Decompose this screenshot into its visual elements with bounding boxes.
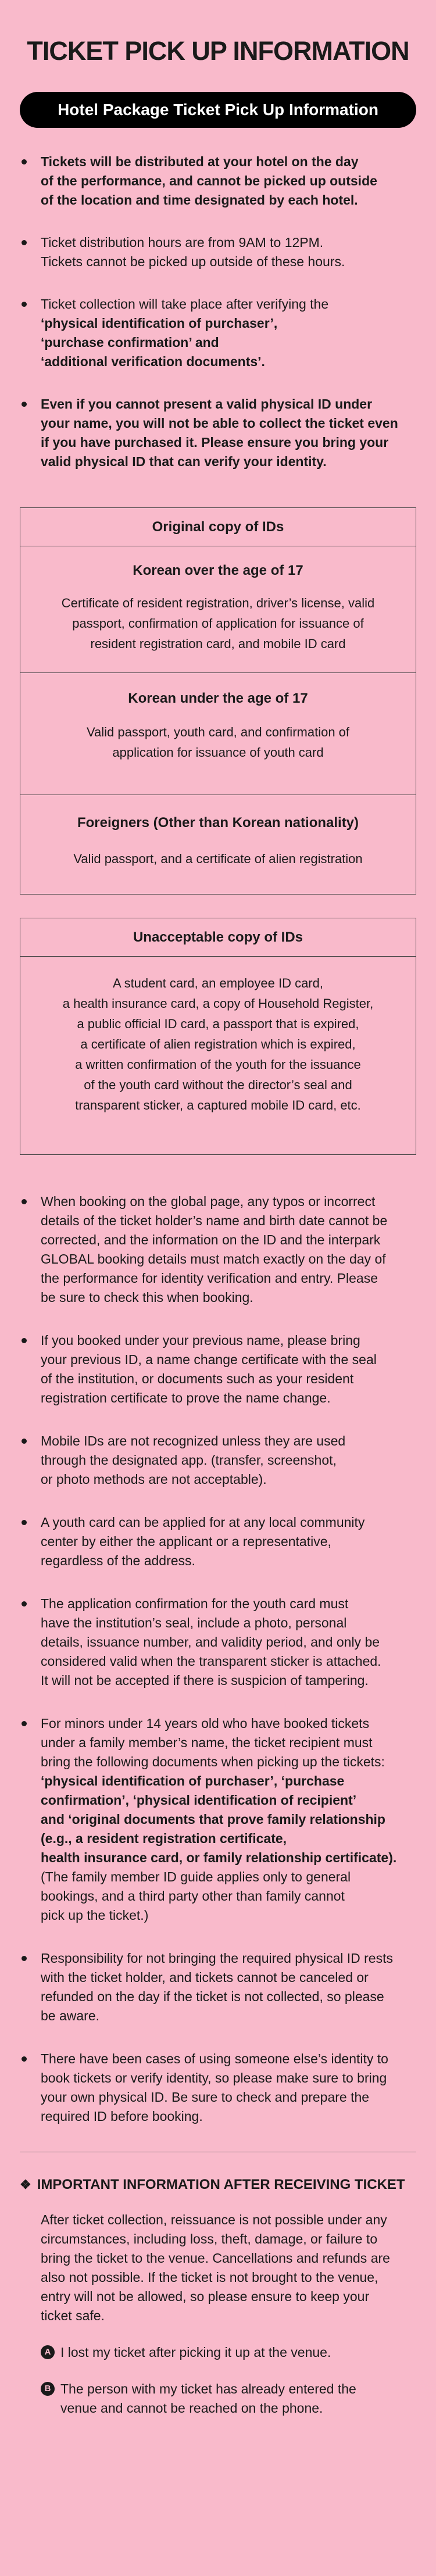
list-item: Mobile IDs are not recognized unless they are used through the designated app. (transfer, screenshot, or photo methods are not acceptable). — [20, 1432, 416, 1489]
id-notes-list — [20, 1192, 416, 2126]
list-item: Responsibility for not bringing the required physical ID rests with the ticket holder, and tickets cannot be canceled or refunded on the day if the ticket is not collected, so please be aware. — [20, 1949, 416, 2026]
id-category-text: Valid passport, youth card, and confirmation of application for issuance of youth card — [86, 725, 350, 760]
list-item: When booking on the global page, any typos or incorrect details of the ticket holder’s name and birth date cannot be corrected, and the information on the ID and the interpark GLOBAL booking details must match exactly on the day of the performance for identity verification and entry. Please be sure to check this when booking. — [20, 1192, 416, 1307]
unacceptable-ids-text: A student card, an employee ID card, a health insurance card, a copy of Household Register, a public official ID card, a passport that is expired, a certificate of alien registration which is expired, a written confirmation of the youth for the issuance of the youth card without the director’s seal and transparent sticker, a captured mobile ID card, etc. — [62, 976, 374, 1112]
minors-note: (The family member ID guide applies only to general bookings, and a third party other than family cannot pick up the ticket.) — [41, 1869, 351, 1923]
unacceptable-ids-body — [20, 957, 416, 1154]
diamond-icon: ❖ — [20, 2177, 31, 2192]
required-doc: ‘purchase confirmation’ and — [41, 335, 219, 350]
important-info-title: IMPORTANT INFORMATION AFTER RECEIVING TICKET — [37, 2177, 405, 2192]
important-info-heading — [20, 2177, 416, 2193]
list-item — [20, 1714, 416, 1925]
example-case-text: I lost my ticket after picking it up at the venue. — [60, 2345, 331, 2360]
unacceptable-ids-table — [20, 918, 416, 1155]
page-title: TICKET PICK UP INFORMATION — [27, 36, 409, 66]
example-case — [20, 2343, 416, 2362]
id-category-block — [20, 546, 416, 673]
example-case — [20, 2380, 416, 2418]
list-item: Tickets will be distributed at your hotel on the day of the performance, and cannot be picked up outside of the location and time designated by each hotel. — [20, 152, 416, 210]
example-case-text: The person with my ticket has already entered the venue and cannot be reached on the phone. — [60, 2381, 356, 2416]
original-ids-heading: Original copy of IDs — [20, 508, 416, 546]
list-item-intro: Ticket collection will take place after verifying the — [41, 296, 329, 312]
letter-a-icon: A — [41, 2345, 55, 2359]
original-ids-table — [20, 507, 416, 895]
id-category-title: Foreigners (Other than Korean nationality) — [77, 815, 359, 831]
id-category-title: Korean under the age of 17 — [128, 690, 308, 706]
id-category-text: Valid passport, and a certificate of alien registration — [73, 851, 363, 866]
required-doc: ‘additional verification documents’. — [41, 354, 265, 369]
list-item — [20, 295, 416, 371]
list-item: Even if you cannot present a valid physical ID under your name, you will not be able to collect the ticket even if you have purchased it. Please ensure you bring your valid physical ID that can verify your identity. — [20, 395, 416, 471]
minors-required-docs: ‘physical identification of purchaser’, ‘purchase confirmation’, ‘physical identification of recipient’ and ‘original documents that prove family relationship (e.g., a resident registration certificate, health insurance card, or family relationship certificate). — [41, 1773, 397, 1865]
letter-b-icon: B — [41, 2382, 55, 2396]
id-category-text: Certificate of resident registration, driver’s license, valid passport, confirmation of application for issuance of resident registration card, and mobile ID card — [61, 596, 375, 651]
list-item: There have been cases of using someone else’s identity to book tickets or verify identity, so please make sure to bring your own physical ID. Be sure to check and prepare the required ID before booking. — [20, 2049, 416, 2126]
id-category-block — [20, 795, 416, 894]
list-item: The application confirmation for the youth card must have the institution’s seal, include a photo, personal details, issuance number, and validity period, and only be considered valid when the transparent sticker is attached. It will not be accepted if there is suspicion of tampering. — [20, 1594, 416, 1690]
section-heading-pill: Hotel Package Ticket Pick Up Information — [20, 92, 416, 128]
id-category-title: Korean over the age of 17 — [133, 563, 303, 578]
minors-intro: For minors under 14 years old who have booked tickets under a family member’s name, the ticket recipient must bring the following documents when picking up the tickets: — [41, 1716, 385, 1769]
id-category-block — [20, 673, 416, 795]
pickup-rules-list — [20, 152, 416, 471]
list-item: Ticket distribution hours are from 9AM to 12PM. Tickets cannot be picked up outside of these hours. — [20, 233, 416, 271]
important-info-body: After ticket collection, reissuance is not possible under any circumstances, including loss, theft, damage, or failure to bring the ticket to the venue. Cancellations and refunds are also not possible. If the ticket is not brought to the venue, entry will not be allowed, so please ensure to keep your ticket safe. — [41, 2212, 390, 2323]
list-item: If you booked under your previous name, please bring your previous ID, a name change certificate with the seal of the institution, or documents such as your resident registration certificate to prove the name change. — [20, 1331, 416, 1408]
unacceptable-ids-heading: Unacceptable copy of IDs — [20, 918, 416, 957]
list-item: A youth card can be applied for at any local community center by either the applicant or a representative, regardless of the address. — [20, 1513, 416, 1570]
required-doc: ‘physical identification of purchaser’, — [41, 316, 278, 331]
